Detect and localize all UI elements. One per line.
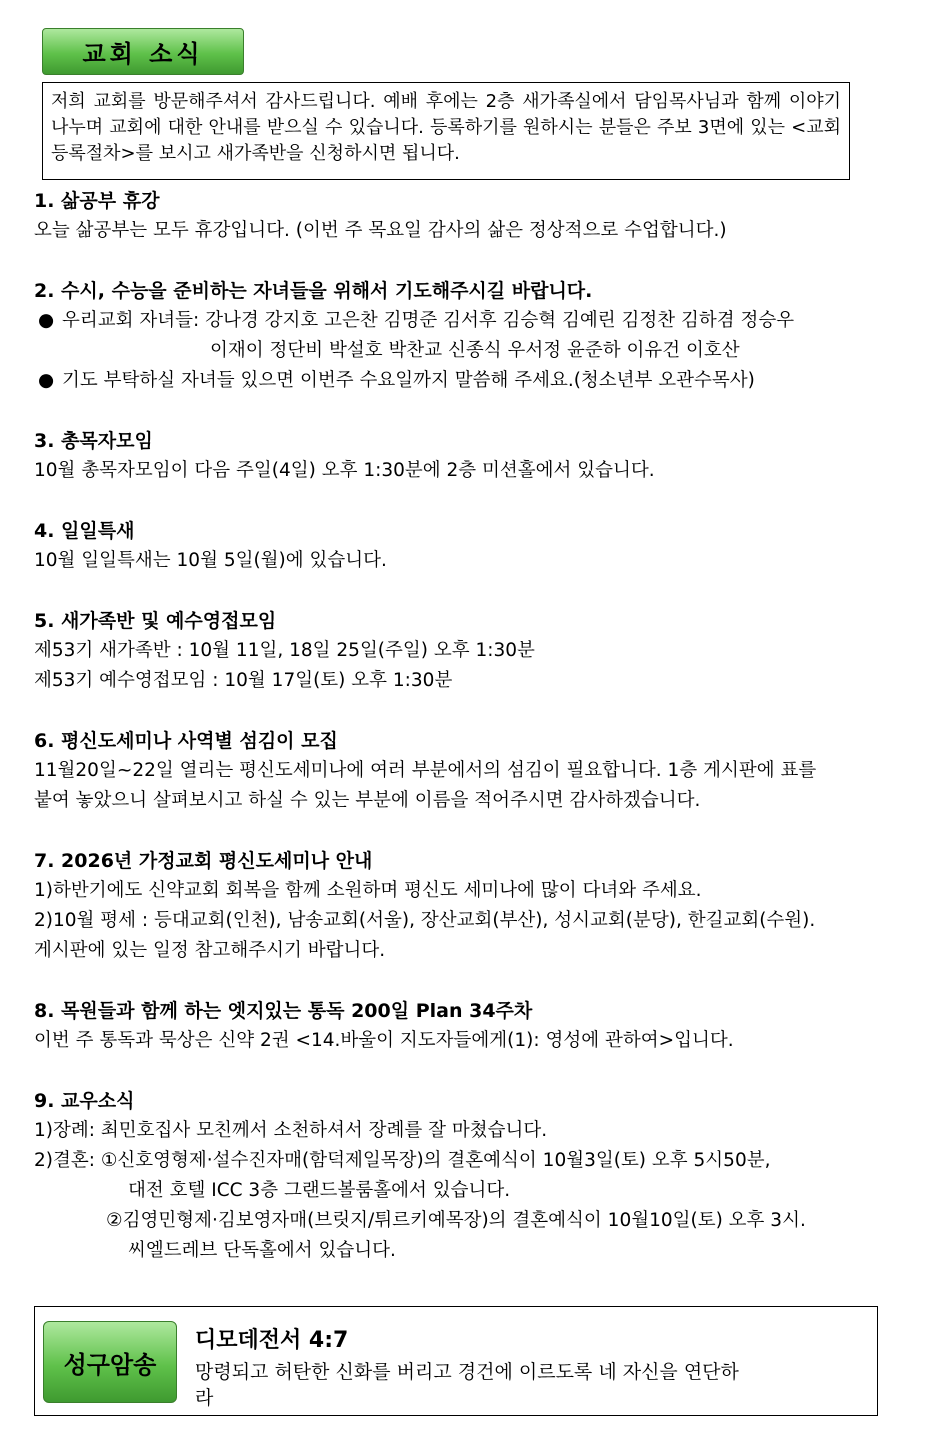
section-line: 붙여 놓았으니 살펴보시고 하실 수 있는 부분에 이름을 적어주시면 감사하겠습니다.	[34, 790, 701, 811]
section-line: 2)결혼: ①신호영형제·설수진자매(함덕제일목장)의 결혼예식이 10월3일(토) 오후 5시50분,	[34, 1150, 771, 1171]
news-title-badge	[42, 28, 244, 75]
section-title: 9. 교우소식	[34, 1090, 135, 1112]
bullet-text: 기도 부탁하실 자녀들 있으면 이번주 수요일까지 말씀해 주세요.(청소년부 오관수목사)	[62, 370, 755, 391]
section-line: 게시판에 있는 일정 참고해주시기 바랍니다.	[34, 940, 386, 961]
news-title: 교회 소식	[82, 40, 204, 68]
bullet-item	[34, 366, 884, 396]
memory-verse-badge-label: 성구암송	[63, 1350, 157, 1379]
section-line: 제53기 예수영접모임 : 10월 17일(토) 오후 1:30분	[34, 670, 453, 691]
news-content	[34, 186, 884, 1266]
section-title: 2. 수시, 수능을 준비하는 자녀들을 위해서 기도해주시길 바랍니다.	[34, 280, 593, 302]
memory-verse-badge	[43, 1321, 177, 1403]
section-title: 5. 새가족반 및 예수영접모임	[34, 610, 277, 632]
verse-reference: 디모데전서 4:7	[195, 1328, 349, 1353]
verse-text: 망령되고 허탄한 신화를 버리고 경건에 이르도록 네 자신을 연단하라	[195, 1361, 739, 1409]
section-line: 이번 주 통독과 묵상은 신약 2권 <14.바울이 지도자들에게(1): 영성에 관하여>입니다.	[34, 1030, 734, 1051]
section-line: 오늘 삶공부는 모두 휴강입니다. (이번 주 목요일 감사의 삶은 정상적으로 수업합니다.)	[34, 220, 727, 241]
bullet-icon: ●	[38, 370, 55, 391]
section-title: 8. 목원들과 함께 하는 엣지있는 통독 200일 Plan 34주차	[34, 1000, 533, 1022]
bullet-continuation: 이재이 정단비 박설호 박찬교 신종식 우서정 윤준하 이유건 이호산	[210, 340, 740, 361]
section-line: 씨엘드레브 단독홀에서 있습니다.	[128, 1240, 396, 1261]
section-title: 3. 총목자모임	[34, 430, 153, 452]
section-line: 10월 일일특새는 10월 5일(월)에 있습니다.	[34, 550, 387, 571]
section-title: 1. 삶공부 휴강	[34, 190, 160, 212]
section-line: 11월20일~22일 열리는 평신도세미나에 여러 부분에서의 섬김이 필요합니다. 1층 게시판에 표를	[34, 760, 817, 781]
section-title: 7. 2026년 가정교회 평신도세미나 안내	[34, 850, 373, 872]
section-line: 1)장례: 최민호집사 모친께서 소천하셔서 장례를 잘 마쳤습니다.	[34, 1120, 548, 1141]
section-line: 제53기 새가족반 : 10월 11일, 18일 25일(주일) 오후 1:30분	[34, 640, 535, 661]
bullet-icon: ●	[38, 310, 55, 331]
section-line: 10월 총목자모임이 다음 주일(4일) 오후 1:30분에 2층 미션홀에서 있습니다.	[34, 460, 655, 481]
memory-verse-box	[34, 1306, 878, 1416]
section-title: 4. 일일특새	[34, 520, 135, 542]
section-title: 6. 평신도세미나 사역별 섬김이 모집	[34, 730, 338, 752]
section-line: 1)하반기에도 신약교회 회복을 함께 소원하며 평신도 세미나에 많이 다녀와 주세요.	[34, 880, 702, 901]
bullet-text: 우리교회 자녀들: 강나경 강지호 고은찬 김명준 김서후 김승혁 김예린 김정찬 김하겸 정승우	[62, 310, 795, 331]
section-line: 2)10월 평세 : 등대교회(인천), 남송교회(서울), 장산교회(부산), 성시교회(분당), 한길교회(수원).	[34, 910, 816, 931]
bullet-item	[34, 306, 884, 336]
section-line: 대전 호텔 ICC 3층 그랜드볼룸홀에서 있습니다.	[128, 1180, 511, 1201]
intro-box: 저희 교회를 방문해주셔서 감사드립니다. 예배 후에는 2층 새가족실에서 담임목사님과 함께 이야기 나누며 교회에 대한 안내를 받으실 수 있습니다. 등록하기를 원하시는 분들은 주보 3면에 있는 <교회등록절차>를 보시고 새가족반을 신청하시면 됩니다.	[42, 82, 850, 180]
section-line: ②김영민형제·김보영자매(브릿지/튀르키예목장)의 결혼예식이 10월10일(토) 오후 3시.	[106, 1210, 806, 1231]
